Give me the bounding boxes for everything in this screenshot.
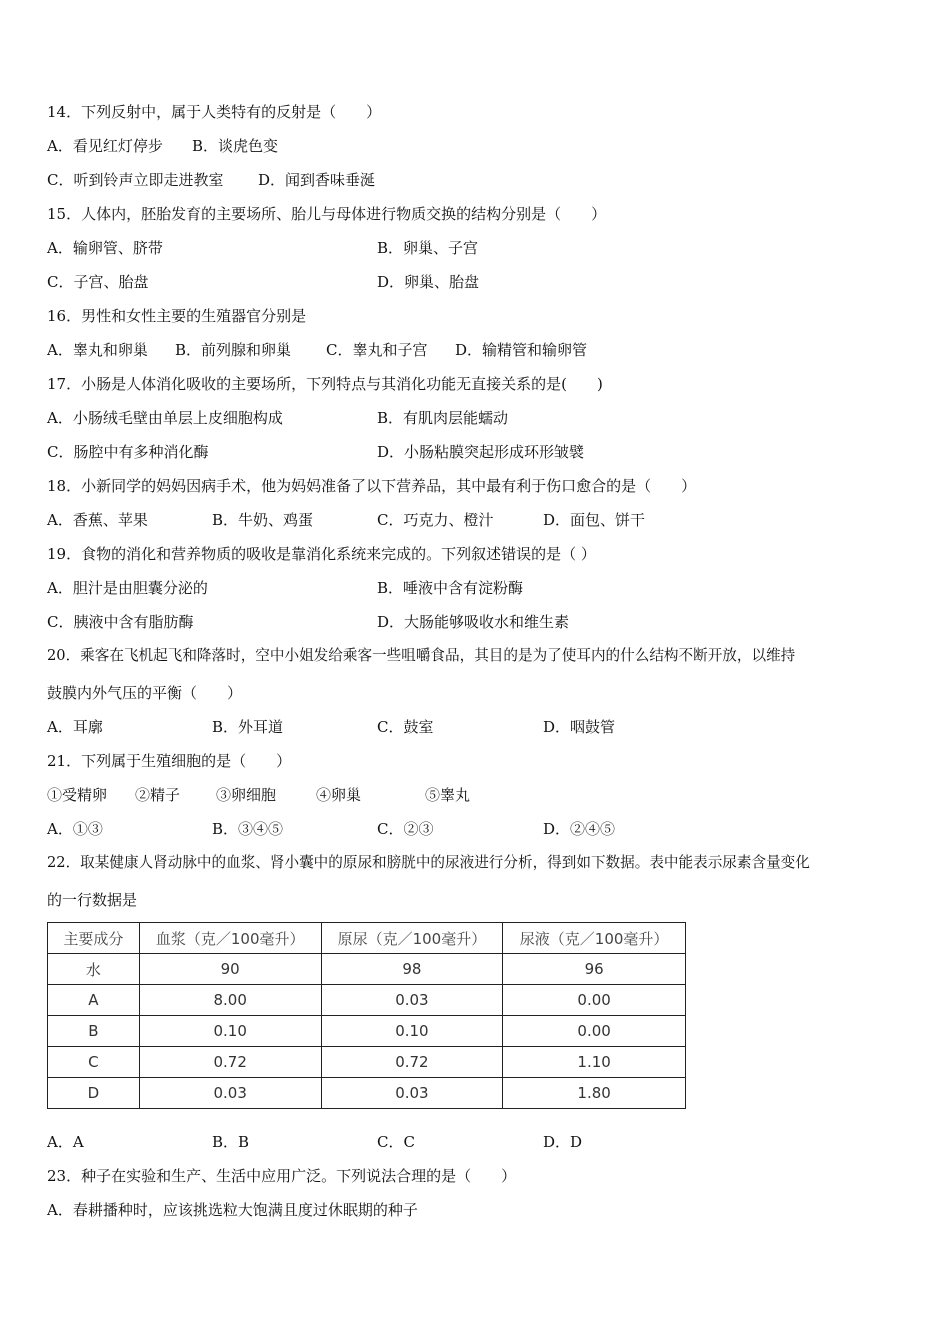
q22-option-c: C．C xyxy=(377,1133,415,1151)
q15-option-a: A．输卵管、脐带 xyxy=(47,239,163,257)
table-cell: 0.72 xyxy=(139,1047,321,1078)
table-cell: 0.00 xyxy=(503,985,686,1016)
table-cell: 1.10 xyxy=(503,1047,686,1078)
q21-item-3: ③卵细胞 xyxy=(216,786,277,804)
table-cell: 0.72 xyxy=(321,1047,503,1078)
q20-title-line-2: 鼓膜内外气压的平衡（ ） xyxy=(47,684,243,702)
q18-option-d: D．面包、饼干 xyxy=(543,511,646,529)
q21-title: 21．下列属于生殖细胞的是（ ） xyxy=(47,752,292,770)
table-cell: 8.00 xyxy=(139,985,321,1016)
q17-option-b: B．有肌肉层能蠕动 xyxy=(377,409,509,427)
q22-title-line-2: 的一行数据是 xyxy=(47,891,138,909)
q17-option-d: D．小肠粘膜突起形成环形皱襞 xyxy=(377,443,585,461)
q20-option-d: D．咽鼓管 xyxy=(543,718,616,736)
q21-item-2: ②精子 xyxy=(135,786,181,804)
q15-option-d: D．卵巢、胎盘 xyxy=(377,273,480,291)
q17-option-a: A．小肠绒毛壁由单层上皮细胞构成 xyxy=(47,409,283,427)
q16-title: 16．男性和女性主要的生殖器官分别是 xyxy=(47,307,307,325)
q23-option-a: A．春耕播种时，应该挑选粒大饱满且度过休眠期的种子 xyxy=(47,1201,418,1219)
q14-option-a: A．看见红灯停步 xyxy=(47,137,163,155)
q16-option-c: C．睾丸和子宫 xyxy=(326,341,428,359)
table-cell: 96 xyxy=(503,954,686,985)
q20-title-line-1: 20．乘客在飞机起飞和降落时，空中小姐发给乘客一些咀嚼食品，其目的是为了使耳内的什么结构不断开放，以维持 xyxy=(47,647,796,664)
q19-option-c: C．胰液中含有脂肪酶 xyxy=(47,613,194,631)
table-header-cell: 原尿（克／100毫升） xyxy=(321,923,503,954)
q16-option-d: D．输精管和输卵管 xyxy=(455,341,588,359)
table-cell: 0.03 xyxy=(321,985,503,1016)
q14-option-c: C．听到铃声立即走进教室 xyxy=(47,171,224,189)
q15-option-b: B．卵巢、子宫 xyxy=(377,239,479,257)
table-cell: C xyxy=(48,1047,140,1078)
q14-option-b: B．谈虎色变 xyxy=(192,137,279,155)
q14-option-d: D．闻到香味垂涎 xyxy=(258,171,376,189)
table-header-cell: 尿液（克／100毫升） xyxy=(503,923,686,954)
table-row xyxy=(48,1047,686,1078)
table-cell: D xyxy=(48,1078,140,1109)
q22-option-a: A．A xyxy=(47,1133,84,1151)
q18-option-b: B．牛奶、鸡蛋 xyxy=(212,511,314,529)
q15-title: 15．人体内，胚胎发育的主要场所、胎儿与母体进行物质交换的结构分别是（ ） xyxy=(47,205,607,223)
q20-option-c: C．鼓室 xyxy=(377,718,434,736)
table-cell: 0.10 xyxy=(139,1016,321,1047)
q16-option-a: A．睾丸和卵巢 xyxy=(47,341,148,359)
q21-option-b: B．③④⑤ xyxy=(212,820,284,838)
q18-option-c: C．巧克力、橙汁 xyxy=(377,511,494,529)
q22-title-line-1: 22．取某健康人肾动脉中的血浆、肾小囊中的原尿和膀胱中的尿液进行分析，得到如下数据。表中能表示尿素含量变化 xyxy=(47,854,810,871)
table-row xyxy=(48,1078,686,1109)
q21-item-1: ①受精卵 xyxy=(47,786,108,804)
q20-option-b: B．外耳道 xyxy=(212,718,284,736)
q21-item-4: ④卵巢 xyxy=(316,786,362,804)
table-cell: 1.80 xyxy=(503,1078,686,1109)
q19-title: 19．食物的消化和营养物质的吸收是靠消化系统来完成的。下列叙述错误的是（ ） xyxy=(47,545,596,563)
table-row xyxy=(48,985,686,1016)
table-header-cell: 血浆（克／100毫升） xyxy=(139,923,321,954)
table-cell: 90 xyxy=(139,954,321,985)
q15-option-c: C．子宫、胎盘 xyxy=(47,273,149,291)
table-cell: 0.03 xyxy=(139,1078,321,1109)
q22-option-b: B．B xyxy=(212,1133,250,1151)
q14-title: 14．下列反射中，属于人类特有的反射是（ ） xyxy=(47,103,382,121)
table-cell: A xyxy=(48,985,140,1016)
q19-option-b: B．唾液中含有淀粉酶 xyxy=(377,579,524,597)
q19-option-d: D．大肠能够吸收水和维生素 xyxy=(377,613,570,631)
q21-option-a: A．①③ xyxy=(47,820,103,838)
table-cell: 0.10 xyxy=(321,1016,503,1047)
urea-data-table xyxy=(47,922,686,1109)
q18-title: 18．小新同学的妈妈因病手术，他为妈妈准备了以下营养品，其中最有利于伤口愈合的是（ ） xyxy=(47,477,697,495)
q19-option-a: A．胆汁是由胆囊分泌的 xyxy=(47,579,208,597)
table-row xyxy=(48,954,686,985)
table-cell: 0.00 xyxy=(503,1016,686,1047)
q21-option-c: C．②③ xyxy=(377,820,434,838)
q16-option-b: B．前列腺和卵巢 xyxy=(175,341,292,359)
q21-option-d: D．②④⑤ xyxy=(543,820,616,838)
table-header-cell: 主要成分 xyxy=(48,923,140,954)
q17-option-c: C．肠腔中有多种消化酶 xyxy=(47,443,209,461)
table-cell: 0.03 xyxy=(321,1078,503,1109)
q23-title: 23．种子在实验和生产、生活中应用广泛。下列说法合理的是（ ） xyxy=(47,1167,517,1185)
table-row xyxy=(48,1016,686,1047)
q18-option-a: A．香蕉、苹果 xyxy=(47,511,148,529)
table-header-row xyxy=(48,923,686,954)
q21-item-5: ⑤睾丸 xyxy=(425,786,471,804)
q20-option-a: A．耳廓 xyxy=(47,718,103,736)
table-cell: 水 xyxy=(48,954,140,985)
table-cell: B xyxy=(48,1016,140,1047)
table-cell: 98 xyxy=(321,954,503,985)
q22-option-d: D．D xyxy=(543,1133,583,1151)
q17-title: 17．小肠是人体消化吸收的主要场所，下列特点与其消化功能无直接关系的是( ) xyxy=(47,375,603,393)
